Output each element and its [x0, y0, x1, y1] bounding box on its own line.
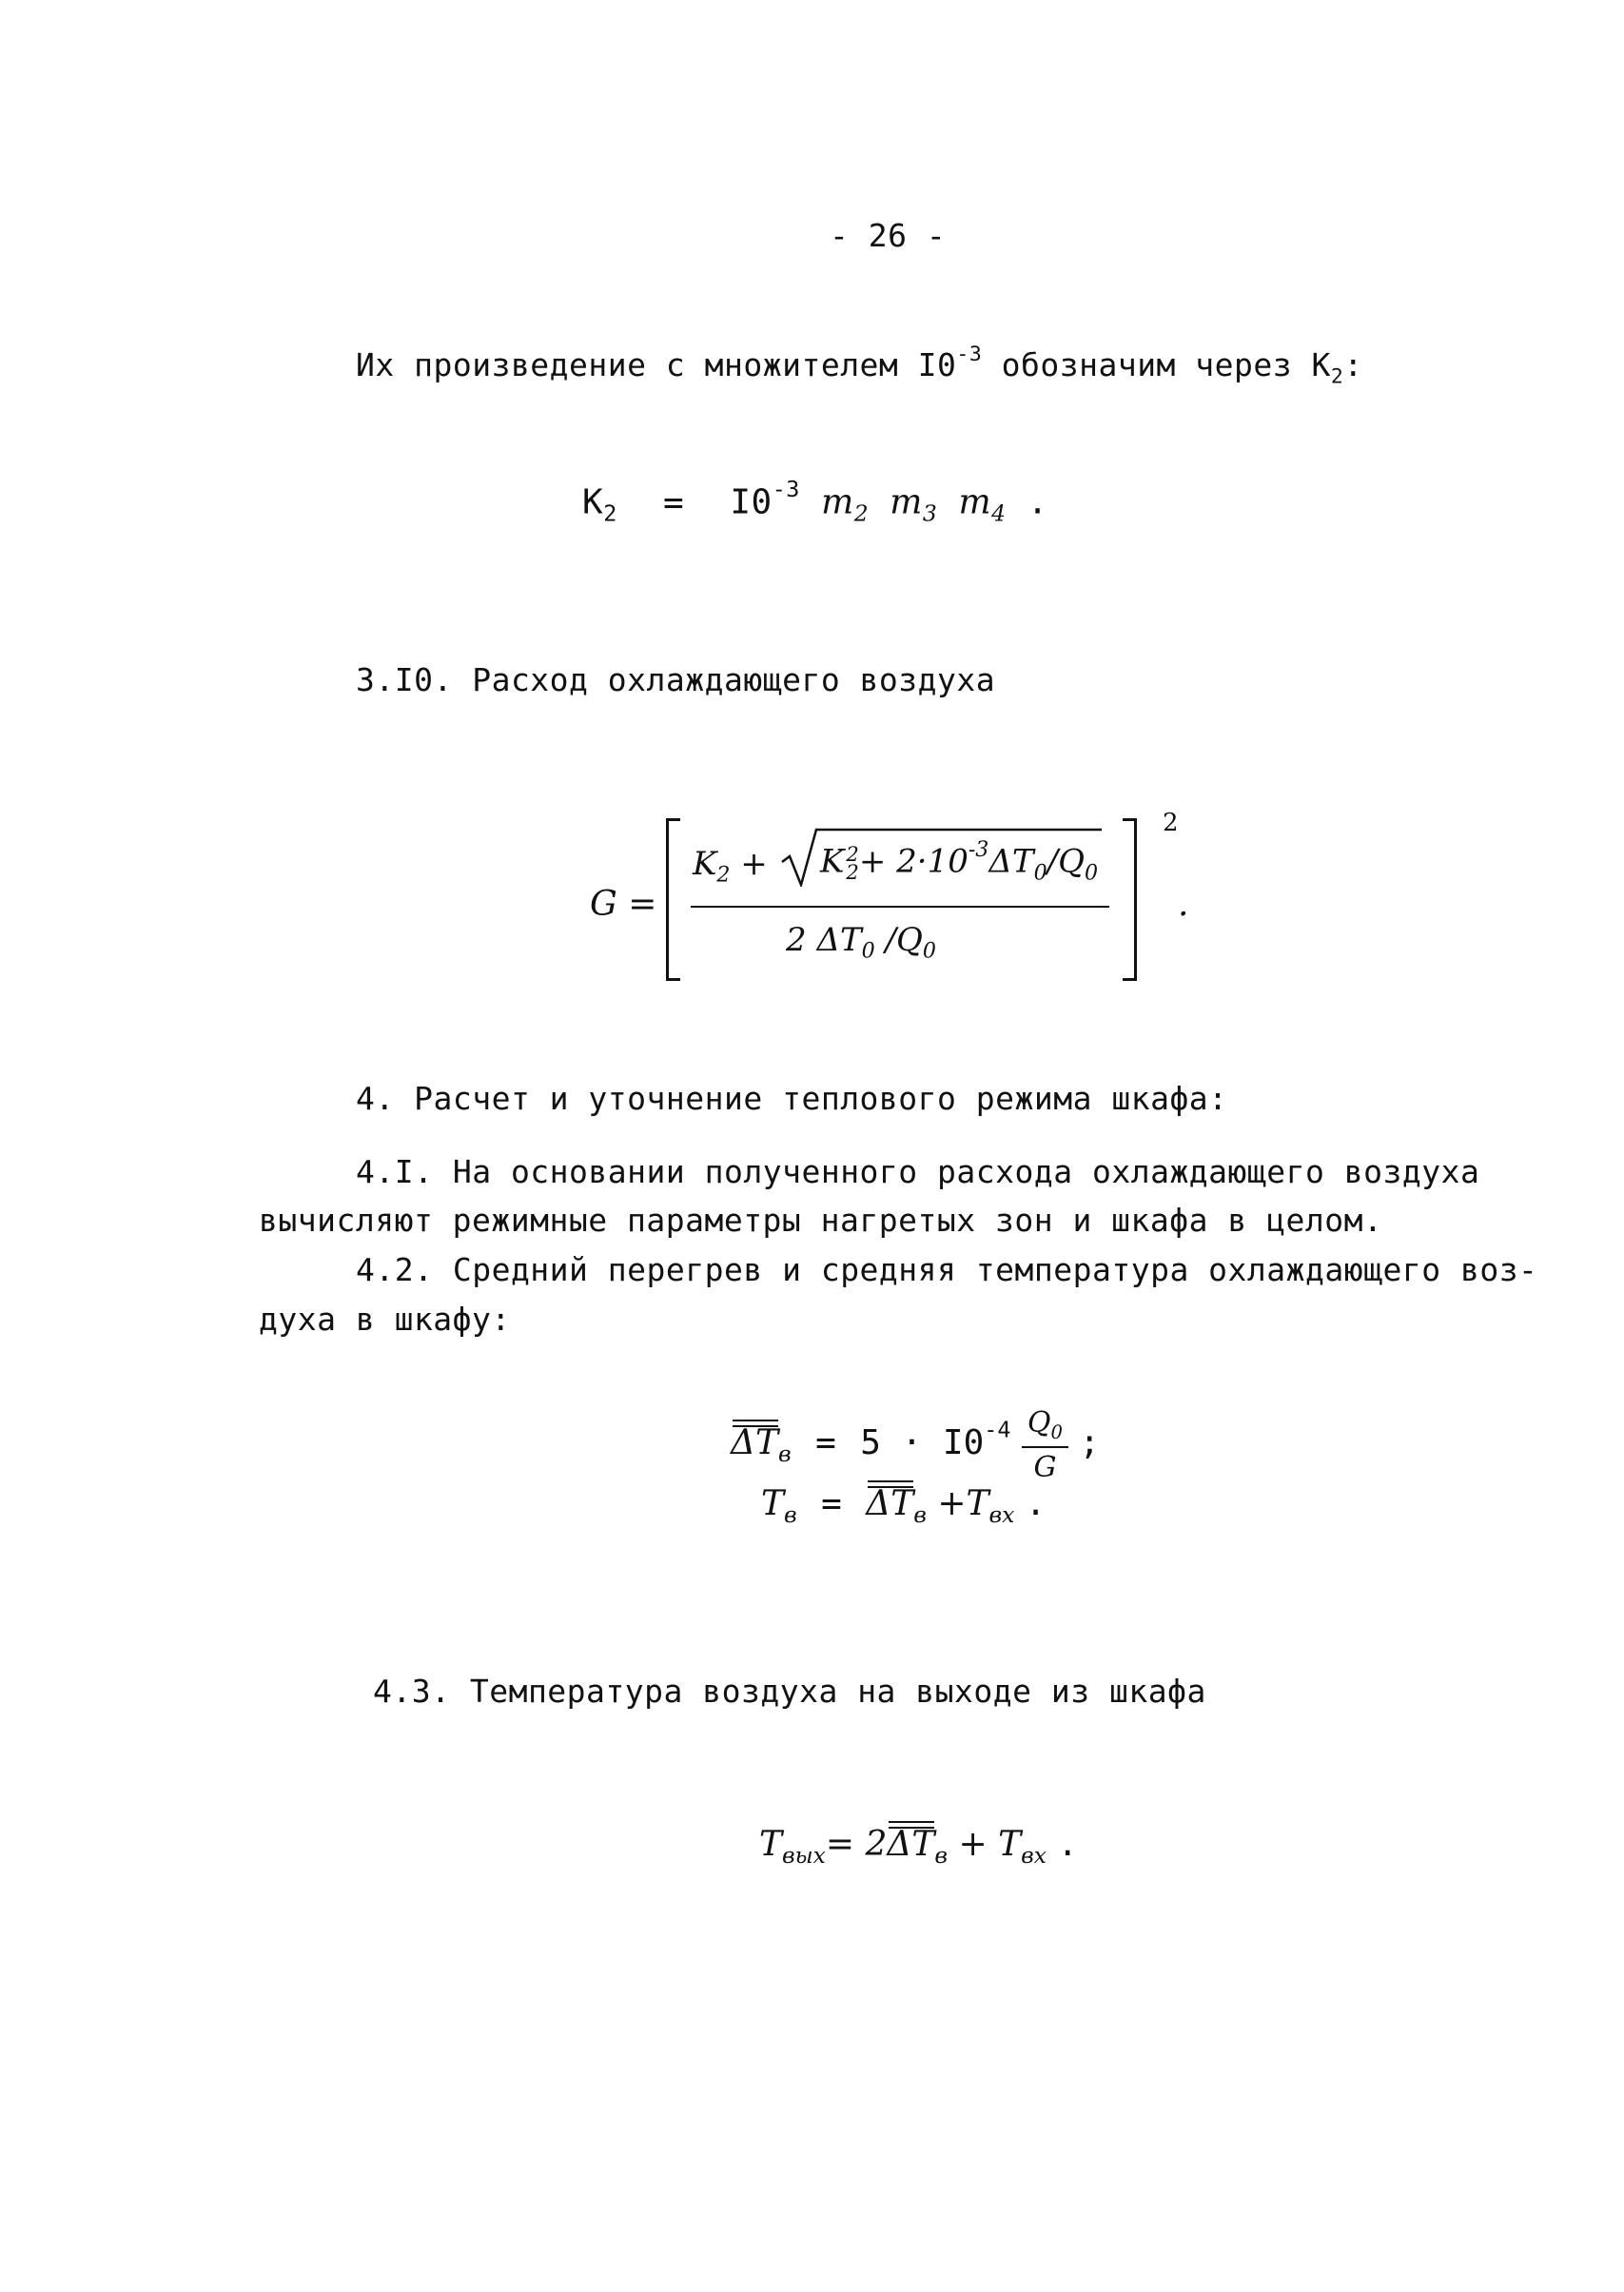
g-den-sub: 0	[861, 938, 875, 964]
p41-line2: вычисляют режимные параметры нагретых зон и шкафа в целом.	[259, 1202, 1383, 1239]
g-sqrt-k-sup: 2	[846, 841, 859, 866]
formula-g-radicand	[820, 837, 1098, 885]
tout-end: .	[1057, 1825, 1079, 1864]
dtv-den: G	[1033, 1450, 1057, 1484]
intro-paragraph	[356, 343, 1363, 389]
tout-r2: T	[998, 1825, 1022, 1864]
k2-m3-sub: 3	[922, 500, 938, 527]
tv-lhs-sub: в	[784, 1501, 797, 1529]
g-sqrt-rest: + 2·10	[858, 842, 969, 881]
tv-plus: +	[937, 1484, 967, 1523]
g-den: 2 ΔT	[786, 921, 862, 959]
tout-r2-sub: вх	[1021, 1842, 1047, 1870]
formula-g-lhs: G =	[590, 885, 657, 924]
tout-eq: =	[825, 1825, 855, 1864]
tv-r1-sub: в	[913, 1501, 927, 1529]
g-sqrt-div-sub: 0	[1085, 860, 1099, 886]
formula-dtv	[731, 1406, 1100, 1484]
g-sqrt-div: /Q	[1047, 842, 1085, 881]
k2-m3: m	[890, 482, 923, 522]
formula-g-power: 2	[1163, 809, 1179, 837]
tv-r2-sub: вх	[988, 1501, 1015, 1529]
formula-k2	[582, 476, 1048, 527]
intro-colon: :	[1343, 346, 1363, 384]
section-3-10-heading: 3.I0. Расход охлаждающего воздуха	[356, 661, 996, 698]
g-den-div-sub: 0	[922, 938, 936, 964]
section-4-3-heading: 4.3. Температура воздуха на выходе из шкафа	[373, 1673, 1206, 1710]
formula-g-right-bracket	[1123, 818, 1137, 981]
g-num-k: K	[693, 845, 717, 883]
k2-m2-sub: 2	[853, 500, 870, 527]
tv-eq: =	[821, 1484, 842, 1523]
formula-tv	[761, 1484, 1046, 1528]
tout-r1: ΔT	[887, 1825, 935, 1864]
dtv-num-sub: 0	[1050, 1420, 1063, 1443]
intro-power-base: I0	[917, 346, 957, 384]
dtv-coef: 5 · I0	[860, 1422, 985, 1462]
k2-base: I0	[730, 482, 773, 522]
tout-plus: +	[958, 1825, 988, 1864]
dtv-end: ;	[1079, 1422, 1101, 1462]
g-sqrt-exp: -3	[968, 837, 989, 862]
dtv-num: Q	[1027, 1406, 1051, 1440]
k2-lhs: К	[582, 482, 604, 522]
p41-line1: 4.I. На основании полученного расхода охлаждающего воздуха	[356, 1153, 1480, 1190]
tout-coef: 2	[865, 1825, 888, 1864]
tv-r2: T	[966, 1484, 989, 1523]
k2-m4: m	[958, 482, 992, 522]
dtv-lhs-sub: в	[778, 1440, 792, 1468]
tv-lhs: T	[761, 1484, 785, 1523]
g-sqrt-k: K	[820, 842, 845, 881]
g-num-k-sub: 2	[716, 862, 731, 888]
p42-line1: 4.2. Средний перегрев и средняя температура охлаждающего воз-	[356, 1251, 1538, 1288]
k2-m2: m	[821, 482, 854, 522]
tout-lhs: T	[759, 1825, 783, 1864]
intro-text-after: обозначим через	[982, 346, 1312, 384]
g-sqrt-tail-sub: 0	[1033, 860, 1047, 886]
dtv-eq: =	[815, 1422, 836, 1462]
formula-g-left-bracket	[666, 818, 680, 981]
formula-g-denominator	[786, 921, 936, 964]
tv-r1: ΔT	[866, 1484, 914, 1523]
tout-r1-sub: в	[934, 1842, 949, 1870]
tout-lhs-sub: вых	[782, 1842, 826, 1870]
intro-power-exp: -3	[956, 343, 983, 366]
g-sqrt-tail: ΔT	[988, 842, 1034, 881]
dtv-lhs: ΔT	[731, 1422, 779, 1462]
dtv-fraction	[1022, 1406, 1068, 1484]
intro-symbol-sub: 2	[1330, 364, 1344, 389]
intro-text-before: Их произведение с множителем	[356, 346, 918, 384]
dtv-exp: -4	[984, 1416, 1011, 1443]
intro-symbol: К	[1311, 346, 1331, 384]
formula-g-end: .	[1178, 885, 1189, 924]
k2-m4-sub: 4	[991, 500, 1007, 527]
formula-g-numerator	[693, 845, 768, 888]
k2-end: .	[1027, 482, 1048, 522]
formula-g-fraction-bar	[691, 906, 1109, 908]
k2-eq: =	[662, 482, 685, 522]
g-sqrt-k-sub: 2	[846, 859, 859, 884]
k2-lhs-sub: 2	[603, 500, 617, 527]
formula-tout	[759, 1825, 1078, 1869]
p42-line2: духа в шкафу:	[259, 1301, 511, 1338]
g-num-plus: +	[730, 845, 768, 883]
g-den-div: /Q	[874, 921, 923, 959]
page-number: - 26 -	[830, 217, 947, 254]
tv-end: .	[1025, 1484, 1047, 1523]
k2-exp: -3	[772, 476, 800, 502]
section-4-heading: 4. Расчет и уточнение теплового режима шкафа:	[356, 1080, 1228, 1117]
